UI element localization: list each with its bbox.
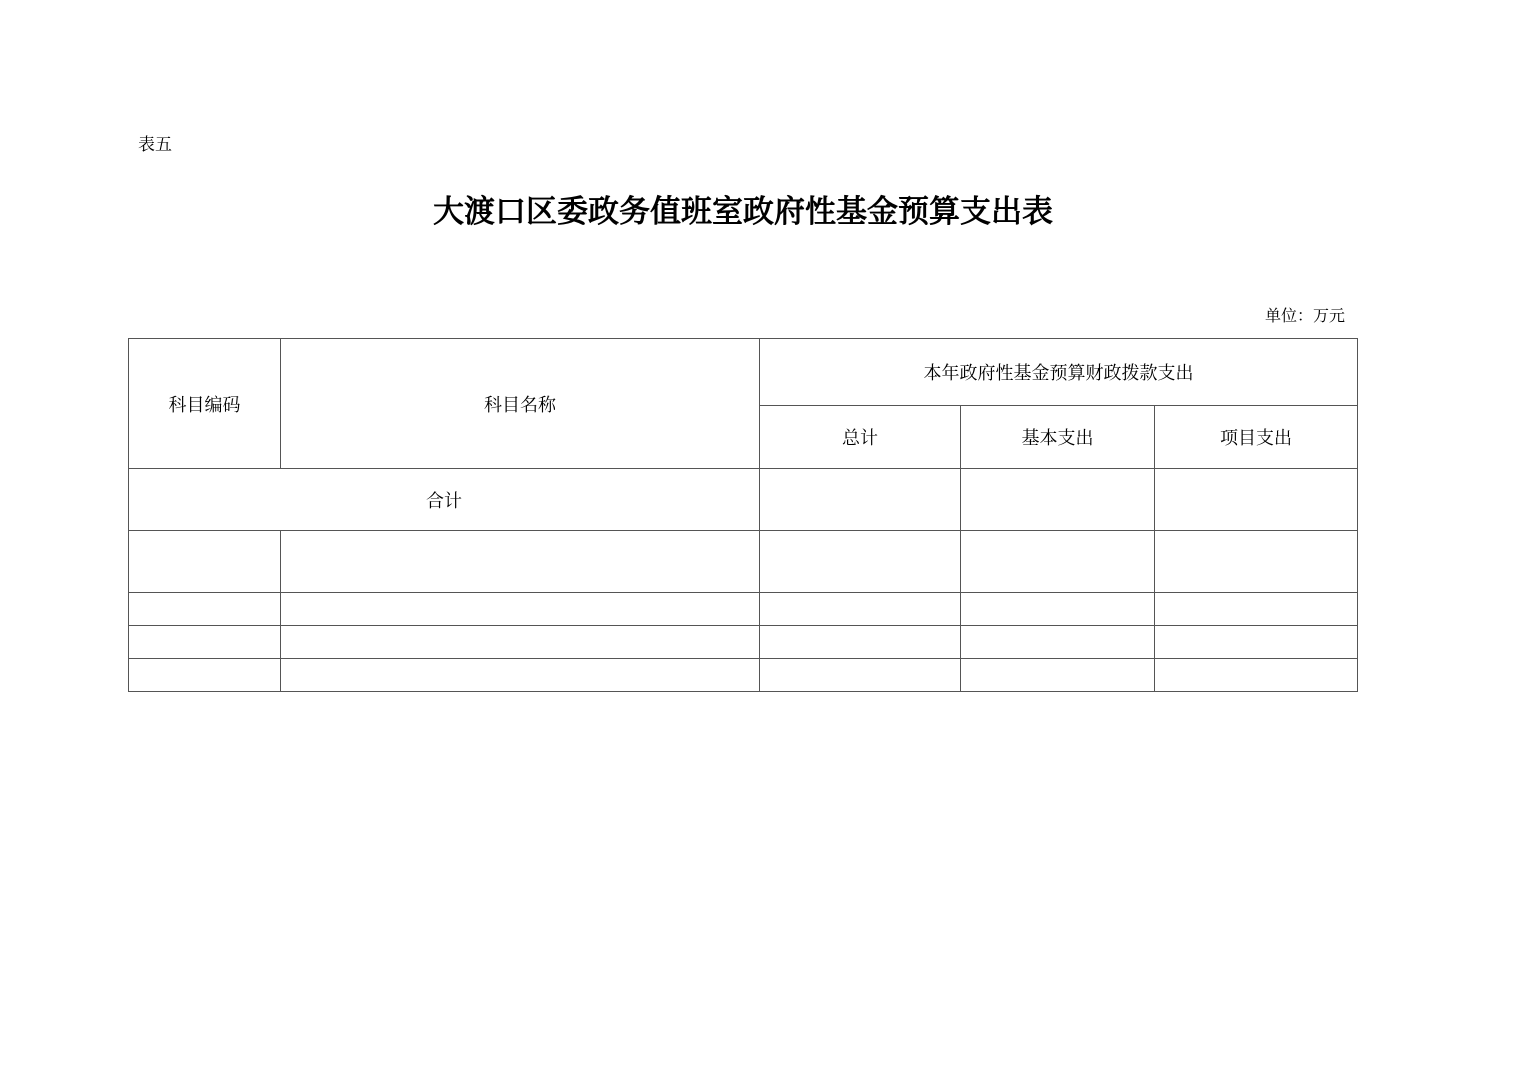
cell-project: [1155, 593, 1358, 626]
total-cell-total: [760, 469, 961, 531]
header-row-1: [129, 339, 1358, 406]
cell-basic: [961, 593, 1155, 626]
cell-total: [760, 659, 961, 692]
header-project: 项目支出: [1155, 406, 1358, 469]
cell-code: [129, 659, 281, 692]
table-row: [129, 531, 1358, 593]
total-row: [129, 469, 1358, 531]
total-cell-project: [1155, 469, 1358, 531]
header-basic: 基本支出: [961, 406, 1155, 469]
cell-total: [760, 531, 961, 593]
table-row: [129, 626, 1358, 659]
budget-table: [128, 338, 1358, 692]
table-row: [129, 659, 1358, 692]
cell-basic: [961, 659, 1155, 692]
unit-label: 单位：万元: [1264, 306, 1345, 325]
cell-code: [129, 626, 281, 659]
cell-project: [1155, 659, 1358, 692]
cell-project: [1155, 531, 1358, 593]
header-total: 总计: [760, 406, 961, 469]
cell-code: [129, 593, 281, 626]
cell-name: [281, 593, 760, 626]
cell-project: [1155, 626, 1358, 659]
cell-total: [760, 593, 961, 626]
document-title: 大渡口区委政务值班室政府性基金预算支出表: [433, 194, 1053, 230]
cell-basic: [961, 626, 1155, 659]
cell-name: [281, 626, 760, 659]
table-number: 表五: [138, 135, 172, 155]
header-group: 本年政府性基金预算财政拨款支出: [760, 339, 1358, 406]
table-row: [129, 593, 1358, 626]
cell-name: [281, 531, 760, 593]
total-cell-basic: [961, 469, 1155, 531]
cell-basic: [961, 531, 1155, 593]
cell-name: [281, 659, 760, 692]
cell-code: [129, 531, 281, 593]
header-subject-name: 科目名称: [281, 339, 760, 469]
header-subject-code: 科目编码: [129, 339, 281, 469]
total-label: 合计: [129, 469, 760, 531]
cell-total: [760, 626, 961, 659]
